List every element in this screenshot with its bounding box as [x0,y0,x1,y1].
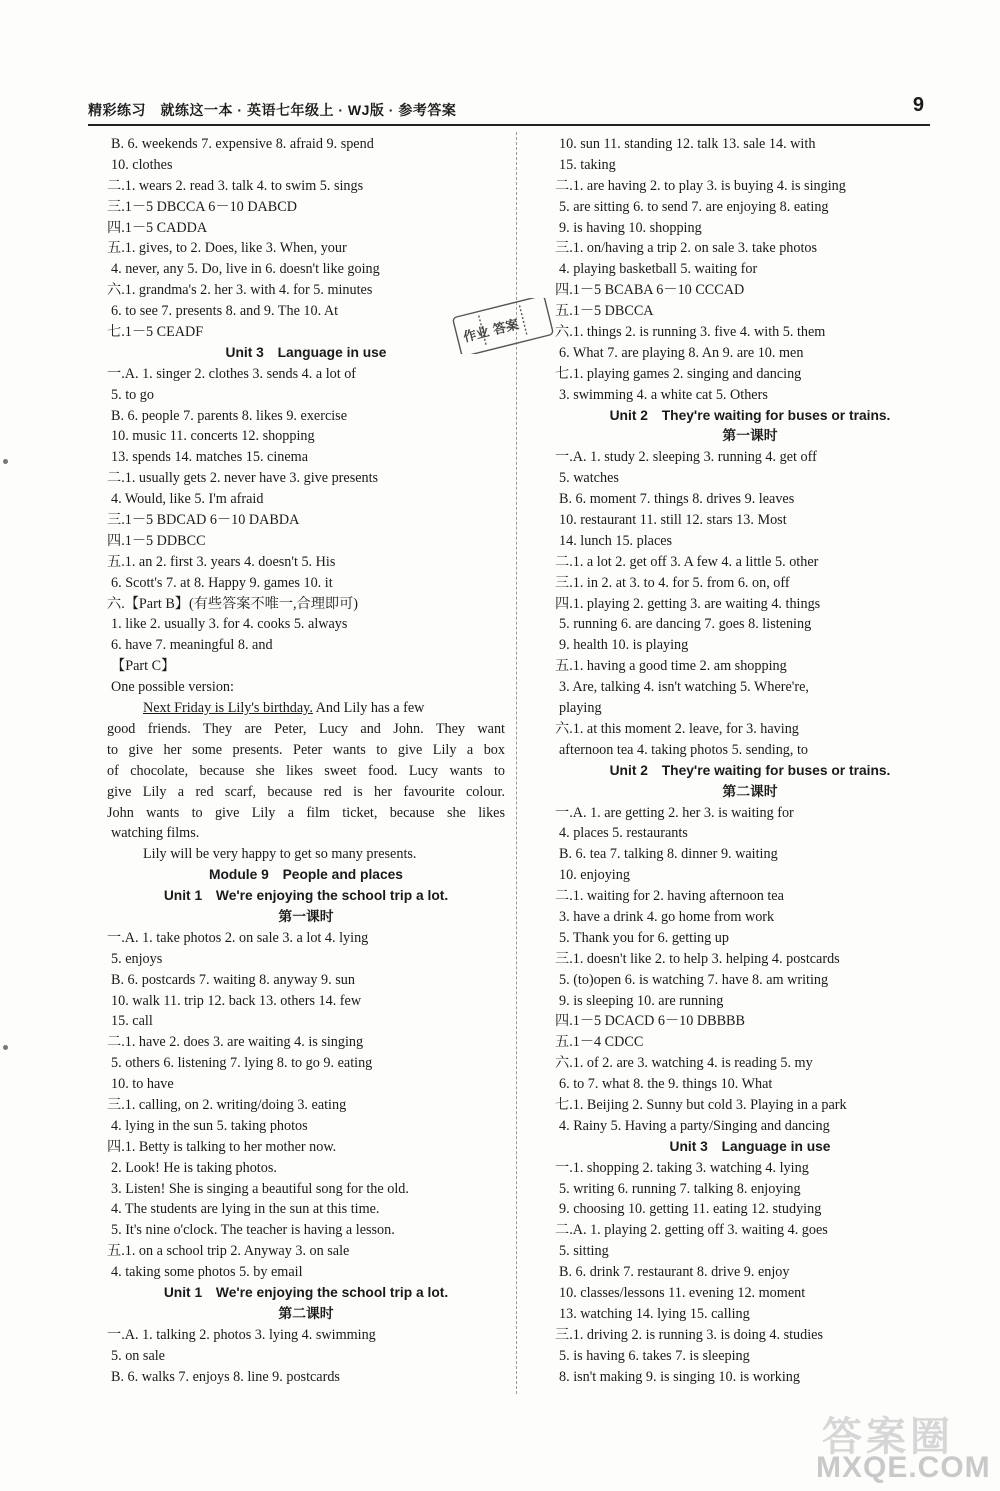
watermark-logo-text: 答案圈 [822,1414,954,1460]
right_column-line: 二.1. a lot 2. get off 3. A few 4. a little 5. other [555,553,819,570]
left_column-line: to give her some presents. Peter wants to give Lily a box [107,741,505,758]
left_column-line: of chocolate, because she likes sweet food. Lucy wants to [107,762,505,779]
right_column-line: 一.1. shopping 2. taking 3. watching 4. lying [555,1159,809,1176]
left_column-line: 4. lying in the sun 5. taking photos [111,1117,308,1134]
right_column-line: Unit 2 They're waiting for buses or trains. [609,762,891,778]
left_column-line: 四.1－5 DDBCC [107,532,206,549]
left_column-line: 3. Listen! She is singing a beautiful song for the old. [111,1180,409,1197]
left_column-line: 15. call [111,1013,153,1030]
left_column-line: 6. to see 7. presents 8. and 9. The 10. At [111,303,339,320]
left_column-line: 三.1. calling, on 2. writing/doing 3. eating [107,1096,347,1113]
right_column-line: 一.A. 1. study 2. sleeping 3. running 4. get off [555,449,817,466]
left_column-line: 一.A. 1. singer 2. clothes 3. sends 4. a lot of [107,365,357,382]
right_column-line: 三.1. on/having a trip 2. on sale 3. take photos [555,240,818,257]
left_column-line: 五.1. an 2. first 3. years 4. doesn't 5. His [107,553,336,570]
left_column-line: B. 6. walks 7. enjoys 8. line 9. postcards [111,1368,340,1385]
right_column-line: 三.1. in 2. at 3. to 4. for 5. from 6. on, off [555,574,790,591]
right_column-line: 10. classes/lessons 11. evening 12. moment [559,1284,806,1301]
left_column-line: 4. taking some photos 5. by email [111,1264,303,1281]
line-text: And Lily has a few [312,700,425,717]
binding-hole-mark [3,459,8,464]
right_column-line: 四.1. playing 2. getting 3. are waiting 4. things [555,595,821,612]
left_column-line: 第一课时 [278,908,334,925]
left_column-line: 四.1. Betty is talking to her mother now. [107,1138,337,1155]
right_column-line: 五.1－5 DBCCA [555,303,654,320]
right_column-line: B. 6. moment 7. things 8. drives 9. leaves [559,491,795,508]
left_column-line: B. 6. people 7. parents 8. likes 9. exercise [111,407,347,424]
page-number: 9 [912,94,924,116]
left_column-line: Unit 3 Language in use [225,344,387,360]
right_column-line: Unit 3 Language in use [669,1138,831,1154]
right_column-line: 8. isn't making 9. is singing 10. is working [559,1368,800,1385]
left_column-line: 二.1. have 2. does 3. are waiting 4. is singing [107,1034,364,1051]
right_column-line: 五.1－4 CDCC [555,1034,644,1051]
right_column-line: 4. places 5. restaurants [559,825,688,842]
left_column-line: B. 6. postcards 7. waiting 8. anyway 9. sun [111,971,355,988]
left-column [107,134,505,1387]
right_column-line: 五.1. having a good time 2. am shopping [555,658,787,675]
binding-hole-mark [3,1045,8,1050]
right_column-line: 一.A. 1. are getting 2. her 3. is waiting for [555,804,794,821]
right_column-line: 5. running 6. are dancing 7. goes 8. listening [559,616,812,633]
left_column-line: 五.1. gives, to 2. Does, like 3. When, your [107,240,347,257]
left_column-line: 10. walk 11. trip 12. back 13. others 14. few [111,992,362,1009]
right_column-line: 10. restaurant 11. still 12. stars 13. Most [559,512,787,529]
left_column-line: 4. never, any 5. Do, live in 6. doesn't like going [111,261,380,278]
left_column-line: Unit 1 We're enjoying the school trip a lot. [163,1284,449,1300]
right_column-line: 二.1. waiting for 2. having afternoon tea [555,888,784,905]
right_column-line: 5. sitting [559,1243,609,1260]
page-header [88,94,930,126]
left_column-line: 二.1. wears 2. read 3. talk 4. to swim 5. sings [107,177,364,194]
right_column-line: 9. is having 10. shopping [559,219,702,236]
left_column-line: 七.1－5 CEADF [107,324,204,341]
left_column-line: watching films. [111,825,200,842]
right_column-line: 3. have a drink 4. go home from work [559,908,775,925]
right_column-line: 4. playing basketball 5. waiting for [559,261,758,278]
right_column-line: 四.1－5 DCACD 6－10 DBBBB [555,1013,745,1030]
right_column-line: 5. is having 6. takes 7. is sleeping [559,1347,750,1364]
underlined-topic-sentence: Next Friday is Lily's birthday. [143,700,313,717]
watermark-url: MXQE.COM [816,1451,991,1484]
left_column-line: 一.A. 1. take photos 2. on sale 3. a lot 4. lying [107,929,369,946]
left_column-line: 第二课时 [278,1305,334,1322]
left_column-line: 5. others 6. listening 7. lying 8. to go 9. eating [111,1055,373,1072]
left_column-line: 5. on sale [111,1347,165,1364]
right_column-line: 七.1. playing games 2. singing and dancing [555,365,802,382]
right_column-line: 15. taking [559,156,616,173]
right_column-line: 3. swimming 4. a white cat 5. Others [559,386,768,403]
left_column-line: 六.1. grandma's 2. her 3. with 4. for 5. minutes [107,282,373,299]
right_column-line: 6. What 7. are playing 8. An 9. are 10. men [559,344,804,361]
right_column-line: 六.1. at this moment 2. leave, for 3. having [555,720,799,737]
left_column-line: Unit 1 We're enjoying the school trip a lot. [163,888,449,904]
right_column-line: 5. are sitting 6. to send 7. are enjoying 8. eating [559,198,829,215]
left_column-line: good friends. They are Peter, Lucy and John. They want [107,720,505,737]
site-watermark [816,1405,991,1485]
right_column-line: 第二课时 [722,783,778,800]
left_column-line: One possible version: [111,679,234,696]
right_column-line: 七.1. Beijing 2. Sunny but cold 3. Playing in a park [555,1096,847,1113]
left_column-line: 10. clothes [111,156,173,173]
left_column-line: 6. have 7. meaningful 8. and [111,637,273,654]
left_column-line: 10. music 11. concerts 12. shopping [111,428,315,445]
left_column-line: John wants to give Lily a film ticket, because she likes [107,804,505,821]
stamp-text: 作业 答案 [462,317,521,346]
left_column-line: 2. Look! He is taking photos. [111,1159,277,1176]
right_column-line: B. 6. drink 7. restaurant 8. drive 9. enjoy [559,1264,790,1281]
right_column-line: 6. to 7. what 8. the 9. things 10. What [559,1076,773,1093]
right_column-line: 9. health 10. is playing [559,637,689,654]
left_column-line [107,698,505,719]
right_column-line: 二.A. 1. playing 2. getting off 3. waiting 4. goes [555,1222,828,1239]
left_column-line: 四.1－5 CADDA [107,219,208,236]
left_column-line: 10. to have [111,1076,174,1093]
right_column-line: 二.1. are having 2. to play 3. is buying 4. is singing [555,177,846,194]
right_column-line: B. 6. tea 7. talking 8. dinner 9. waiting [559,846,778,863]
right_column-line: 13. watching 14. lying 15. calling [559,1305,750,1322]
left_column-line: 三.1－5 DBCCA 6－10 DABCD [107,198,297,215]
right_column-line: 三.1. doesn't like 2. to help 3. helping 4. postcards [555,950,840,967]
left_column-line: 五.1. on a school trip 2. Anyway 3. on sale [107,1243,350,1260]
right_column-line: 9. is sleeping 10. are running [559,992,724,1009]
right_column-line: 第一课时 [722,428,778,445]
right_column-line: Unit 2 They're waiting for buses or trains. [609,407,891,423]
right_column-line: 四.1－5 BCABA 6－10 CCCAD [555,282,745,299]
right-column [555,134,945,1387]
left_column-line: 三.1－5 BDCAD 6－10 DABDA [107,512,300,529]
left_column-line: 4. The students are lying in the sun at this time. [111,1201,380,1218]
right_column-line: 14. lunch 15. places [559,532,673,549]
homework-stamp-icon [448,298,558,354]
right_column-line: 9. choosing 10. getting 11. eating 12. studying [559,1201,822,1218]
left_column-line: 【Part C】 [111,658,176,675]
right_column-line: 10. enjoying [559,867,630,884]
left_column-line: 5. to go [111,386,154,403]
left_column-line: 13. spends 14. matches 15. cinema [111,449,309,466]
left_column-line: 六.【Part B】(有些答案不唯一,合理即可) [107,595,359,612]
right_column-line: 三.1. driving 2. is running 3. is doing 4. studies [555,1326,823,1343]
left_column-line: 一.A. 1. talking 2. photos 3. lying 4. swimming [107,1326,376,1343]
left_column-line: 6. Scott's 7. at 8. Happy 9. games 10. it [111,574,333,591]
header-title: 精彩练习 就练这一本 · 英语七年级上 · WJ版 · 参考答案 [88,102,457,118]
left_column-line: B. 6. weekends 7. expensive 8. afraid 9. spend [111,136,374,152]
left_column-line: 1. like 2. usually 3. for 4. cooks 5. always [111,616,348,633]
right_column-line: 5. writing 6. running 7. talking 8. enjoying [559,1180,801,1197]
right_column-line: 六.1. of 2. are 3. watching 4. is reading 5. my [555,1055,813,1072]
right_column-line: playing [559,700,602,717]
left_column-line: Module 9 People and places [209,867,403,883]
right_column-line: 5. (to)open 6. is watching 7. have 8. am writing [559,971,829,988]
left_column-line: give Lily a red scarf, because red is her favourite colour. [107,783,505,800]
right_column-line: 5. Thank you for 6. getting up [559,929,729,946]
left_column-line: Lily will be very happy to get so many presents. [143,846,417,863]
left_column-line: 5. It's nine o'clock. The teacher is having a lesson. [111,1222,395,1239]
left_column-line: 二.1. usually gets 2. never have 3. give presents [107,470,379,487]
right_column-line: 3. Are, talking 4. isn't watching 5. Where're, [559,679,809,696]
left_column-line: 4. Would, like 5. I'm afraid [111,491,264,508]
left_column-line: 5. enjoys [111,950,163,967]
right_column-line: 4. Rainy 5. Having a party/Singing and dancing [559,1117,830,1134]
right_column-line: 10. sun 11. standing 12. talk 13. sale 14. with [559,136,816,152]
right_column-line: 5. watches [559,470,619,487]
right_column-line: afternoon tea 4. taking photos 5. sending, to [559,741,809,758]
right_column-line: 六.1. things 2. is running 3. five 4. with 5. them [555,324,826,341]
